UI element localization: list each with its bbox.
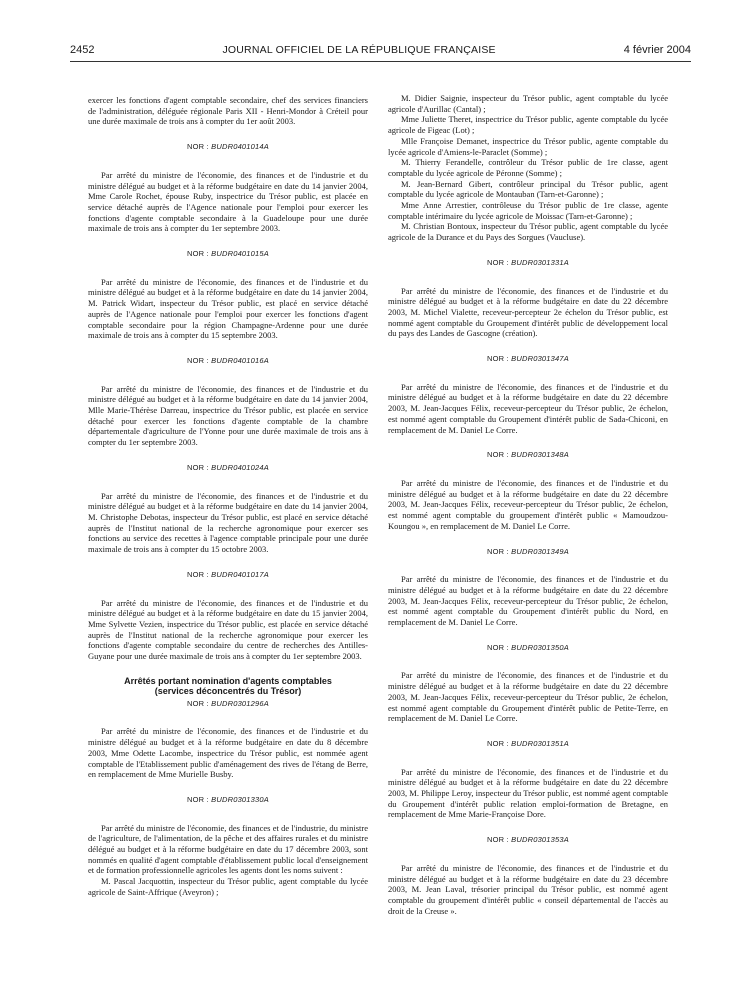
- nor-label: NOR :: [187, 569, 209, 579]
- nor-label: NOR :: [187, 355, 209, 365]
- section-heading: [88, 676, 368, 697]
- issue-date: 4 février 2004: [623, 44, 691, 56]
- appointee-item: M. Christian Bontoux, inspecteur du Trésor public, agent comptable du lycée agricole de la Durance et du Pays des Sorgues (Vaucluse).: [388, 221, 668, 243]
- nor-reference: [88, 699, 368, 710]
- nor-code: BUDR0301351A: [511, 738, 569, 748]
- appointee-item: M. Didier Saignie, inspecteur du Trésor public, agent comptable du lycée agricole d'Aurillac (Cantal) ;: [388, 93, 668, 114]
- decree-paragraph: Par arrêté du ministre de l'économie, des finances et de l'industrie et du ministre délégué au budget et à la réforme budgétaire en date du 14 janvier 2004, Mlle Marie-Thérèse Darreau, inspectrice du Trésor public, est placée en service détaché pour exercer les fonctions d'agente comptable de la chambre départementale d'agriculture de l'Yonne pour une durée maximale de trois ans à compter du 1er septembre 2003.: [88, 383, 368, 448]
- decree-paragraph: Par arrêté du ministre de l'économie, des finances et de l'industrie et du ministre délégué au budget et à la réforme budgétaire en date du 14 janvier 2004, M. Patrick Widart, inspecteur du Trésor public, est placé en service détaché auprès de l'Agence nationale pour l'emploi pour exercer les fonctions d'agent comptable secondaire pour la région Champagne-Ardenne pour une durée maximale de trois ans à compter du 15 septembre 2003.: [88, 276, 368, 341]
- nor-code: BUDR0301331A: [511, 257, 569, 267]
- nor-label: NOR :: [187, 249, 209, 259]
- nor-label: NOR :: [487, 450, 509, 460]
- nor-reference: [388, 450, 668, 461]
- nor-reference: [388, 354, 668, 365]
- appointee-item: M. Pascal Jacquottin, inspecteur du Trésor public, agent comptable du lycée agricole de Saint-Affrique (Aveyron) ;: [88, 876, 368, 897]
- nor-code: BUDR0301347A: [511, 354, 569, 364]
- nor-code: BUDR0301330A: [211, 794, 269, 804]
- nor-label: NOR :: [187, 794, 209, 804]
- nor-label: NOR :: [187, 462, 209, 472]
- nor-label: NOR :: [487, 738, 509, 748]
- decree-paragraph: Par arrêté du ministre de l'économie, des finances et de l'industrie et du ministre délégué au budget et à la réforme budgétaire en date du 22 décembre 2003, M. Philippe Leroy, inspecteur du Trésor public, est nommé agent comptable du Groupement d'intérêt public relation emploi-formation de Bretagne, en remplacement de Mme Marie-Françoise Dore.: [388, 766, 668, 820]
- appointee-item: Mme Juliette Theret, inspectrice du Trésor public, agente comptable du lycée agricole de Figeac (Lot) ;: [388, 114, 668, 136]
- nor-code: BUDR0301349A: [511, 546, 569, 556]
- nor-label: NOR :: [187, 142, 209, 152]
- decree-paragraph: Par arrêté du ministre de l'économie, des finances et de l'industrie et du ministre délégué au budget et à la réforme budgétaire en date du 15 janvier 2004, Mme Sylvette Vezien, inspectrice du Trésor public, est placée en service détaché auprès de l'Institut national de la recherche agronomique pour exercer les fonctions d'agente comptable secondaire du centre de recherches des Antilles-Guyane pour une durée maximale de trois ans à compter du 1er septembre 2003.: [88, 597, 368, 662]
- page-number: 2452: [70, 44, 95, 56]
- nor-code: BUDR0401017A: [211, 569, 269, 579]
- left-column: [88, 95, 368, 898]
- decree-paragraph: Par arrêté du ministre de l'économie, des finances et de l'industrie et du ministre délégué au budget et à la réforme budgétaire en date du 22 décembre 2003, M. Jean-Jacques Félix, receveur-percepteur du Trésor public, 2e échelon, est nommé agent comptable du groupement d'intérêt public « Mamoudzou-Koungou », en remplacement de M. Daniel Le Corre.: [388, 477, 668, 531]
- decree-paragraph: Par arrêté du ministre de l'économie, des finances et de l'industrie et du ministre délégué au budget et à la réforme budgétaire en date du 14 janvier 2004, M. Christophe Debotas, inspecteur du Trésor public, est placé en service détaché auprès de l'Institut national de la recherche agronomique pour exercer ses fonctions au service des recettes à l'agence comptable principale pour une durée maximale de trois ans à compter du 15 octobre 2003.: [88, 490, 368, 555]
- nor-code: BUDR0301348A: [511, 450, 569, 460]
- nor-label: NOR :: [487, 354, 509, 364]
- nor-code: BUDR0401016A: [211, 355, 269, 365]
- nor-label: NOR :: [487, 642, 509, 652]
- nor-reference: [88, 142, 368, 153]
- nor-reference: [388, 835, 668, 846]
- nor-label: NOR :: [487, 835, 509, 845]
- page-header: [70, 40, 691, 62]
- nor-reference: [88, 795, 368, 806]
- nor-reference: [388, 739, 668, 750]
- decree-paragraph: Par arrêté du ministre de l'économie, des finances et de l'industrie et du ministre délégué au budget et à la réforme budgétaire en date du 8 décembre 2003, Mme Odette Lacombe, inspectrice du Trésor public, est nommée agent comptable de l'Etablissement public d'aménagement des rives de l'étang de Berre, en remplacement de Mme Murielle Busby.: [88, 726, 368, 780]
- nor-reference: [388, 258, 668, 269]
- nor-code: BUDR0401024A: [211, 462, 269, 472]
- decree-paragraph: Par arrêté du ministre de l'économie, des finances et de l'industrie et du ministre délégué au budget et à la réforme budgétaire en date du 22 décembre 2003, M. Jean-Jacques Félix, receveur-percepteur du Trésor public, 2e échelon, est nommé agent comptable du Groupement d'intérêt public du Nord, en remplacement de M. Daniel Le Corre.: [388, 574, 668, 628]
- nor-code: BUDR0301350A: [511, 642, 569, 652]
- nor-reference: [88, 356, 368, 367]
- journal-title: JOURNAL OFFICIEL DE LA RÉPUBLIQUE FRANÇAISE: [222, 44, 496, 56]
- decree-paragraph: Par arrêté du ministre de l'économie, des finances et de l'industrie et du ministre délégué au budget et à la réforme budgétaire en date du 23 décembre 2003, M. Jean Laval, trésorier principal du Trésor public, est nommé agent comptable du groupement d'intérêt public « conseil départemental de l'accès au droit de la Creuse ».: [388, 862, 668, 916]
- nor-code: BUDR0301353A: [511, 835, 569, 845]
- nor-reference: [88, 463, 368, 474]
- right-column: [388, 93, 668, 916]
- nor-code: BUDR0401014A: [211, 142, 269, 152]
- decree-paragraph: Par arrêté du ministre de l'économie, des finances et de l'industrie et du ministre délégué au budget et à la réforme budgétaire en date du 22 décembre 2003, M. Jean-Jacques Félix, receveur-percepteur du Trésor public, 2e échelon, est nommé agent comptable du Groupement d'intérêt public de Petite-Terre, en remplacement de M. Daniel Le Corre.: [388, 670, 668, 724]
- appointee-item: M. Jean-Bernard Gibert, contrôleur principal du Trésor public, agent comptable du lycée agricole de Montauban (Tarn-et-Garonne) ;: [388, 178, 668, 200]
- nor-code: BUDR0301296A: [211, 698, 269, 708]
- decree-paragraph: Par arrêté du ministre de l'économie, des finances et de l'industrie et du ministre délégué au budget et à la réforme budgétaire en date du 14 janvier 2004, Mme Carole Rochet, épouse Ruby, inspectrice du Trésor public, est placée en service détaché auprès de l'Agence nationale pour l'emploi pour exercer les fonctions d'agente comptable secondaire à la Guadeloupe pour une durée maximale de trois ans à compter du 1er septembre 2003.: [88, 169, 368, 234]
- nor-reference: [88, 249, 368, 260]
- nor-label: NOR :: [487, 257, 509, 267]
- nor-reference: [88, 570, 368, 581]
- decree-paragraph: Par arrêté du ministre de l'économie, des finances et de l'industrie et du ministre délégué au budget et à la réforme budgétaire en date du 22 décembre 2003, M. Jean-Jacques Félix, receveur-percepteur du Trésor public, 2e échelon, est nommé agent comptable du Groupement d'intérêt public de Sada-Chiconi, en remplacement de M. Daniel Le Corre.: [388, 381, 668, 435]
- appointee-item: Mlle Françoise Demanet, inspectrice du Trésor public, agente comptable du lycée agricole d'Amiens-le-Paraclet (Somme) ;: [388, 135, 668, 157]
- appointee-item: Mme Anne Arrestier, contrôleuse du Trésor public de 1re classe, agente comptable intérimaire du lycée agricole de Moissac (Tarn-et-Garonne) ;: [388, 200, 668, 221]
- decree-paragraph: Par arrêté du ministre de l'économie, des finances et de l'industrie, du ministre de l'agriculture, de l'alimentation, de la pêche et des affaires rurales et du ministre délégué au budget et à la réforme budgétaire en date du 17 décembre 2003, sont nommés en qualité d'agent comptable d'établissement public local d'enseignement et de formation professionnelle agricoles les agents dont les noms suivent :: [88, 822, 368, 876]
- continued-paragraph: exercer les fonctions d'agent comptable secondaire, chef des services financiers de l'administration, déléguée régionale Paris XII - Henri-Mondor à Créteil pour une durée maximale de trois ans à compter du 1er août 2003.: [88, 95, 368, 127]
- appointee-item: M. Thierry Ferandelle, contrôleur du Trésor public de 1re classe, agent comptable du lycée agricole de Péronne (Somme) ;: [388, 157, 668, 178]
- section-heading-line: Arrêtés portant nomination d'agents comptables: [124, 675, 332, 686]
- decree-paragraph: Par arrêté du ministre de l'économie, des finances et de l'industrie et du ministre délégué au budget et à la réforme budgétaire en date du 22 décembre 2003, M. Michel Vialette, receveur-percepteur 2e échelon du Trésor public, est nommé agent comptable du Groupement d'intérêt public de développement local du pays des Landes de Gascogne (création).: [388, 285, 668, 339]
- nor-code: BUDR0401015A: [211, 249, 269, 259]
- nor-reference: [388, 643, 668, 654]
- nor-reference: [388, 547, 668, 558]
- nor-label: NOR :: [187, 698, 209, 708]
- nor-label: NOR :: [487, 546, 509, 556]
- section-heading-line: (services déconcentrés du Trésor): [154, 686, 302, 697]
